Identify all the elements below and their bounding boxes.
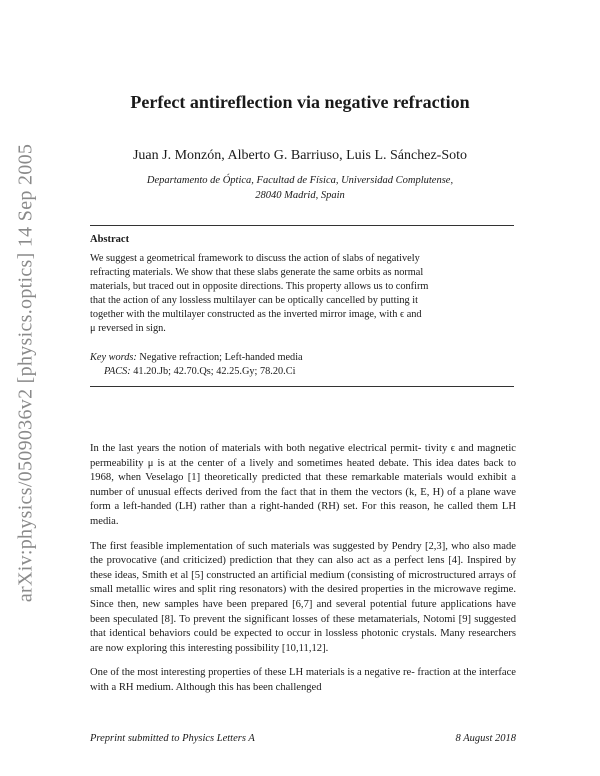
abstract-top-rule (90, 225, 514, 226)
text-line: wires and split ring resonators) with the desired properties in the microwave (153, 584, 481, 596)
arxiv-identifier: arXiv:physics/0509036v2 [physics.optics] 14 Sep 2005 (14, 143, 37, 603)
text-line: future applications have been speculated [8]. To prevent the significant losses (90, 598, 516, 625)
paragraph (90, 540, 516, 657)
abstract-line: materials, but traced out in opposite directions. This property allows us to confirm (90, 281, 429, 292)
abstract-line: that the action of any lossless multilayer can be optically cancelled by putting it (90, 295, 418, 306)
affiliation (80, 173, 520, 203)
footer-journal-note: Preprint submitted to Physics Letters A (90, 733, 255, 744)
keywords-label: Key words: (90, 352, 137, 363)
keywords-line (90, 351, 514, 365)
text-line: fraction at the interface with a RH medium. Although this has been challenged (90, 667, 516, 693)
paragraph (90, 442, 516, 530)
pacs-label: PACS: (104, 366, 131, 377)
text-line: who also made the provocative (and criticized) prediction that they can also (90, 540, 516, 567)
pacs-value: 41.20.Jb; 42.70.Qs; 42.25.Gy; 78.20.Ci (133, 366, 296, 377)
author-list: Juan J. Monzón, Alberto G. Barriuso, Luis L. Sánchez-Soto (132, 148, 467, 163)
keywords-block (90, 351, 514, 379)
abstract-line: together with the multilayer constructed as the inverted mirror image, with ϵ and (90, 309, 422, 320)
abstract-body (90, 252, 514, 336)
footer-date: 8 August 2018 (455, 733, 516, 744)
text-line: One of the most interesting properties of these LH materials is a negative re- (90, 667, 415, 679)
text-line: heated debate. This idea dates back to 1968, when Veselago [1] theoretically (90, 457, 516, 484)
affiliation-line: Departamento de Óptica, Facultad de Física, Universidad Complutense, (146, 175, 454, 186)
text-line: effects derived from the fact that in them the vectors (k, E, H) of a plane wave (174, 486, 516, 498)
text-line: form a left-handed (LH) rather than a right-handed (RH) set. For this reason, (90, 501, 430, 513)
text-line: an artificial medium (consisting of microstructured arrays of small metallic (90, 569, 516, 596)
page-footer (90, 733, 516, 744)
abstract-bottom-rule (90, 386, 514, 387)
text-line: tivity ϵ and magnetic permeability μ is at the center of a lively and sometimes (90, 443, 516, 469)
text-line: predicted that these remarkable materials would exhibit a number of unusual (90, 472, 516, 498)
abstract-heading: Abstract (90, 234, 130, 245)
affiliation-line: 28040 Madrid, Spain (255, 190, 345, 201)
text-line: exploring this interesting possibility [10,11,12]. (126, 642, 329, 654)
paper-title: Perfect antireflection via negative refraction (130, 92, 470, 112)
text-line: act as a perfect lens [4]. Inspired by these ideas, Smith et al [5] constructed (90, 555, 516, 581)
pacs-line (90, 365, 514, 379)
keywords-value: Negative refraction; Left-handed media (139, 352, 303, 363)
text-line: he called them LH media. (90, 501, 516, 527)
text-line: of these metamaterials, Notomi [9] suggested that identical behaviors could (90, 613, 516, 640)
abstract-line: refracting materials. We show that these slabs generate the same orbits as normal (90, 267, 424, 278)
paragraph (90, 666, 516, 695)
abstract-line: μ reversed in sign. (90, 323, 166, 334)
body-text (90, 442, 516, 706)
abstract-line: We suggest a geometrical framework to discuss the action of slabs of negatively (90, 253, 420, 264)
text-line: regime. Since then, new samples have been prepared [6,7] and several potential (90, 584, 516, 610)
text-line: be expected to occur in lossless photonic crystals. Many researchers are now (90, 628, 516, 654)
text-line: The first feasible implementation of such materials was suggested by Pendry [2,3], (90, 540, 448, 552)
arxiv-sidebar (6, 138, 46, 608)
text-line: In the last years the notion of materials with both negative electrical permit- (90, 443, 422, 454)
